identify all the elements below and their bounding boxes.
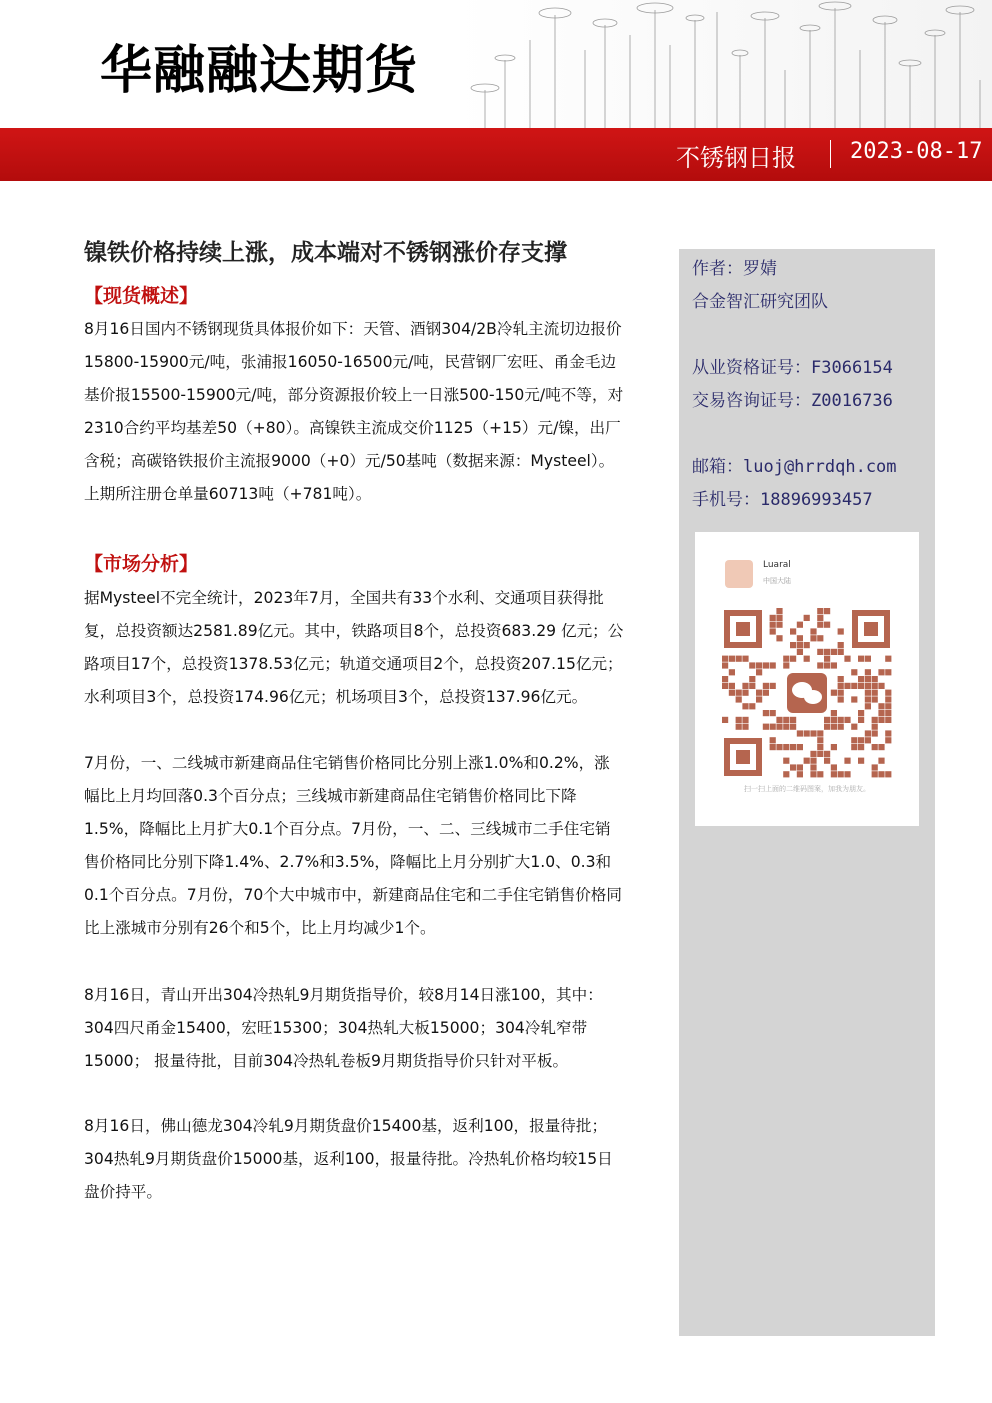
author-name: 作者：罗婧 [692, 259, 777, 279]
report-name: 不锈钢日报 [676, 144, 796, 172]
market-paragraph: 据Mysteel不完全统计，2023年7月，全国共有33个水利、交通项目获得批复，总投资额达2581.89亿元。其中，铁路项目8个，总投资683.29 亿元；公路项目17个，总投资1378.53亿元；轨道交通项目2个，总投资207.15亿元；水利项目3个，总投资174.96亿元；机场项目3个，总投资137.96亿元。 [84, 589, 624, 706]
qr-user-region: 中国大陆 [763, 577, 791, 585]
market-paragraph: 8月16日，青山开出304冷热轧9月期货指导价，较8月14日涨100，其中： 304四尺甬金15400，宏旺15300；304热轧大板15000；304冷轧窄带15000； 报量待批，目前304冷热轧卷板9月期货指导价只针对平板。 [84, 986, 603, 1070]
market-paragraph: 7月份，一、二线城市新建商品住宅销售价格同比分别上涨1.0%和0.2%，涨幅比上月均回落0.3个百分点；三线城市新建商品住宅销售价格同比下降1.5%，降幅比上月扩大0.1个百分点。7月份，一、二、三线城市二手住宅销售价格同比分别下降1.4%、2.7%和3.5%，降幅比上月分别扩大1.0、0.3和0.1个百分点。7月份，70个大中城市中，新建商品住宅和二手住宅销售价格同比上涨城市分别有26个和5个，比上月均减少1个。 [84, 754, 622, 937]
author-email[interactable]: 邮箱：luoj@hrrdqh.com [692, 457, 897, 477]
spot-paragraph: 8月16日国内不锈钢现货具体报价如下：天管、酒钢304/2B冷轧主流切边报价15800-15900元/吨，张浦报16050-16500元/吨，民营钢厂宏旺、甬金毛边基价报15500-15900元/吨，部分资源报价较上一日涨500-150元/吨不等，对2310合约平均基差50（+80）。高镍铁主流成交价1125（+15）元/镍，出厂含税；高碳铬铁报价主流报9000（+0）元/50基吨（数据来源：Mysteel）。上期所注册仓单量60713吨（+781吨）。 [84, 320, 624, 503]
header-bar [0, 128, 992, 181]
section-title-market: 【市场分析】 [84, 553, 199, 575]
consulting-number: 交易咨询证号：Z0016736 [692, 391, 893, 411]
qualification-number: 从业资格证号：F3066154 [692, 358, 893, 378]
section-title-spot: 【现货概述】 [84, 285, 199, 307]
research-team: 合金智汇研究团队 [692, 292, 828, 312]
qr-user-name: Luaral [763, 560, 791, 570]
report-date: 2023-08-17 [850, 139, 983, 164]
market-paragraph: 8月16日，佛山德龙304冷轧9月期货盘价15400基，返利100，报量待批；304热轧9月期货盘价15000基，返利100，报量待批。冷热轧价格均较15日盘价持平。 [84, 1117, 613, 1201]
qr-hint: 扫一扫上面的二维码图案，加我为朋友。 [744, 785, 870, 793]
header-separator [830, 140, 831, 168]
header-decoration [455, 0, 992, 128]
author-phone: 手机号：18896993457 [692, 490, 873, 510]
article-headline: 镍铁价格持续上涨，成本端对不锈钢涨价存支撑 [84, 240, 567, 266]
qr-code-icon [722, 608, 892, 778]
company-logo: 华融融达期货 [100, 40, 419, 101]
wechat-qr-card [695, 532, 919, 826]
avatar [725, 560, 753, 588]
